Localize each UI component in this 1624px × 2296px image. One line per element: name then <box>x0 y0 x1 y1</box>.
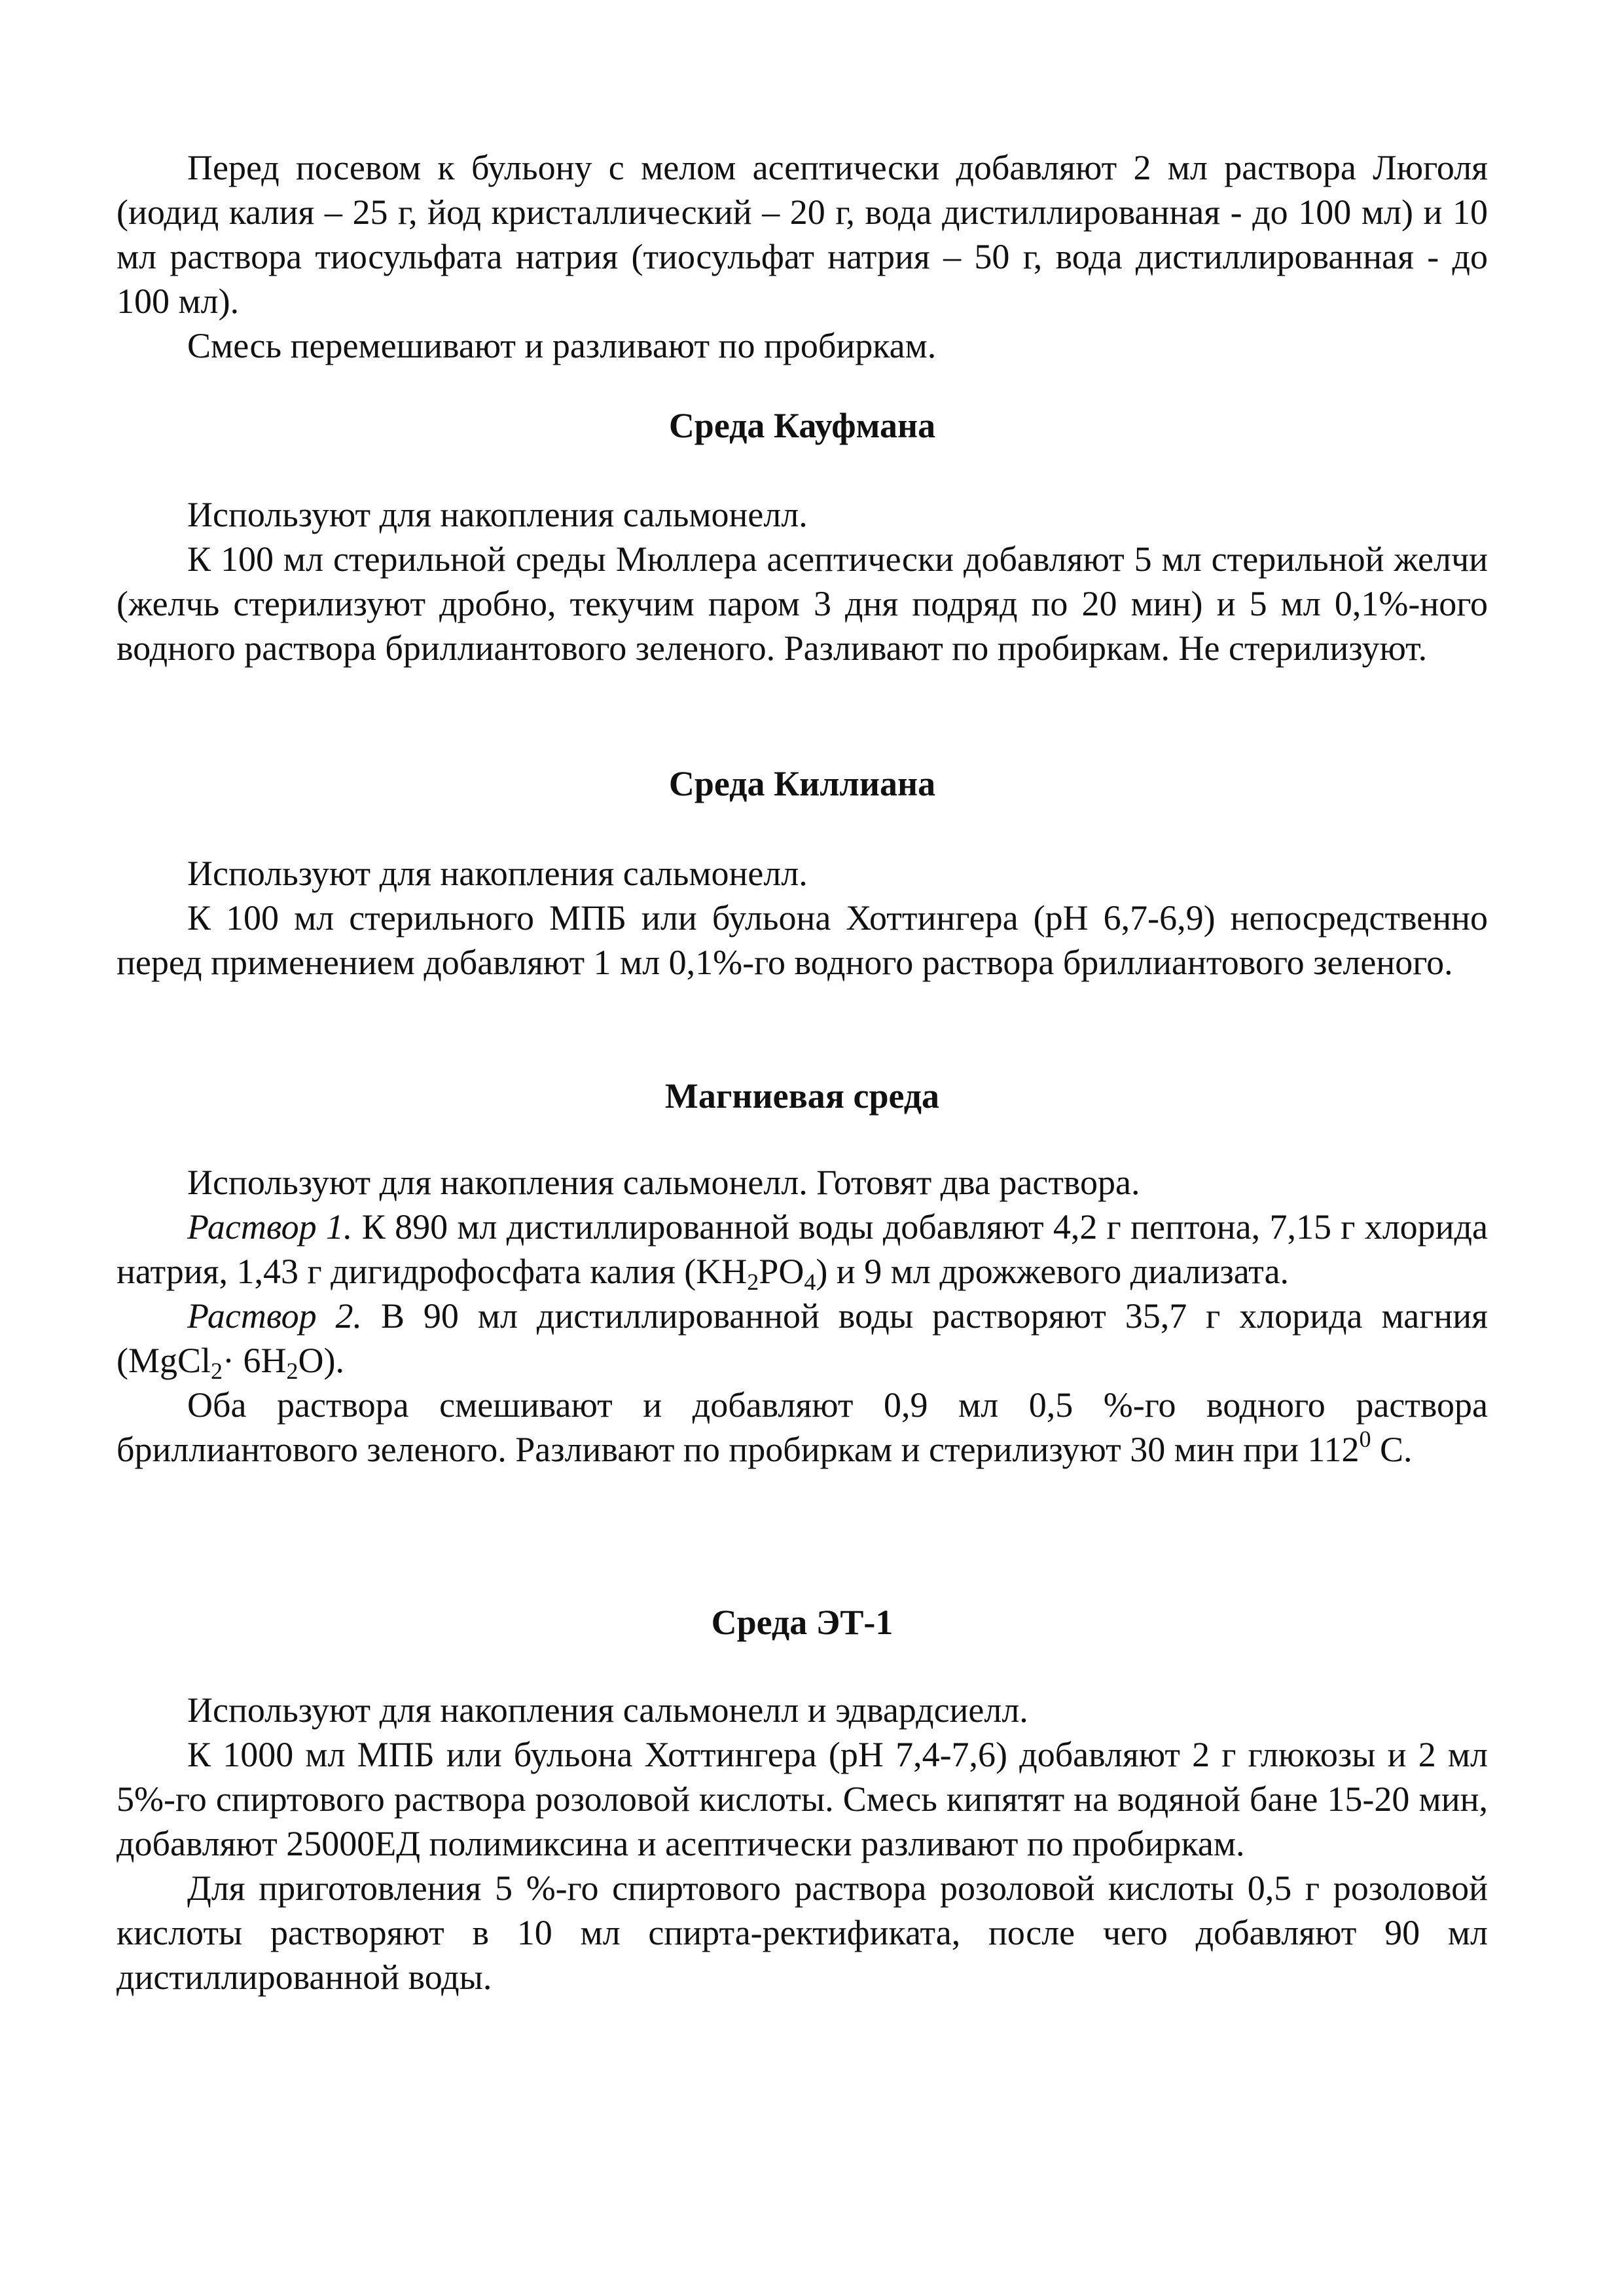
intro-section <box>117 145 1488 368</box>
magnesium-mixing: Оба раствора смешивают и добавляют 0,9 мл 0,5 %-го водного раствора бриллиантового зеленого. Разливают по пробиркам и стерилизуют 30 мин при $112^0$ С. <box>117 1385 1488 1469</box>
magnesium-solution-2: Раствор 2. В 90 мл дистиллированной воды растворяют 35,7 г хлорида магния (MgCl$_2$· $6H_2O$). <box>117 1296 1488 1384</box>
heading-killian: Среда Киллиана <box>668 764 936 803</box>
magnesium-section <box>117 1160 1488 1472</box>
et1-recipe: К 1000 мл МПБ или бульона Хоттингера (pH 7,4-7,6) добавляют 2 г глюкозы и 2 мл 5%-го спиртового раствора розоловой кислоты. Смесь кипятят на водяной бане 15-20 мин, добавляют 25000ЕД полимиксина и асептически разливают по пробиркам. <box>117 1735 1488 1863</box>
solution-2-label: Раствор 2. <box>187 1296 363 1336</box>
killian-section <box>117 851 1488 985</box>
et1-section <box>117 1688 1488 1999</box>
et1-preparation: Для приготовления 5 %-го спиртового раствора розоловой кислоты 0,5 г розоловой кислоты растворяют в 10 мл спирта-ректификата, после чего добавляют 90 мл дистиллированной воды. <box>117 1868 1488 1997</box>
heading-kaufman: Среда Кауфмана <box>668 406 936 445</box>
kaufman-section <box>117 492 1488 670</box>
intro-paragraph-mix: Смесь перемешивают и разливают по пробиркам. <box>187 326 937 365</box>
et1-usage: Используют для накопления сальмонелл и эдвардсиелл. <box>187 1690 1028 1730</box>
kaufman-recipe: К 100 мл стерильной среды Мюллера асептически добавляют 5 мл стерильной желчи (желчь стерилизуют дробно, текучим паром 3 дня подряд по 20 мин) и 5 мл 0,1%-ного водного раствора бриллиантового зеленого. Разливают по пробиркам. Не стерилизуют. <box>117 539 1488 668</box>
intro-paragraph: Перед посевом к бульону с мелом асептически добавляют 2 мл раствора Люголя (иодид калия – 25 г, йод кристаллический – 20 г, вода дистиллированная - до 100 мл) и 10 мл раствора тиосульфата натрия (тиосульфат натрия – 50 г, вода дистиллированная - до 100 мл). <box>117 148 1488 321</box>
killian-recipe: К 100 мл стерильного МПБ или бульона Хоттингера (pH 6,7-6,9) непосредственно перед применением добавляют 1 мл 0,1%-го водного раствора бриллиантового зеленого. <box>117 898 1488 982</box>
magnesium-usage: Используют для накопления сальмонелл. Готовят два раствора. <box>187 1163 1140 1202</box>
kaufman-usage: Используют для накопления сальмонелл. <box>187 495 808 534</box>
magnesium-solution-1: Раствор 1. К 890 мл дистиллированной воды добавляют 4,2 г пептона, 7,15 г хлорида натрия, 1,43 г дигидрофосфата калия $(KH_2PO_4)$ и 9 мл дрожжевого диализата. <box>117 1207 1488 1295</box>
heading-magnesium: Магниевая среда <box>664 1076 940 1116</box>
killian-usage: Используют для накопления сальмонелл. <box>187 854 808 893</box>
heading-et1: Среда ЭТ-1 <box>711 1603 893 1642</box>
solution-1-label: Раствор 1. <box>187 1207 353 1247</box>
